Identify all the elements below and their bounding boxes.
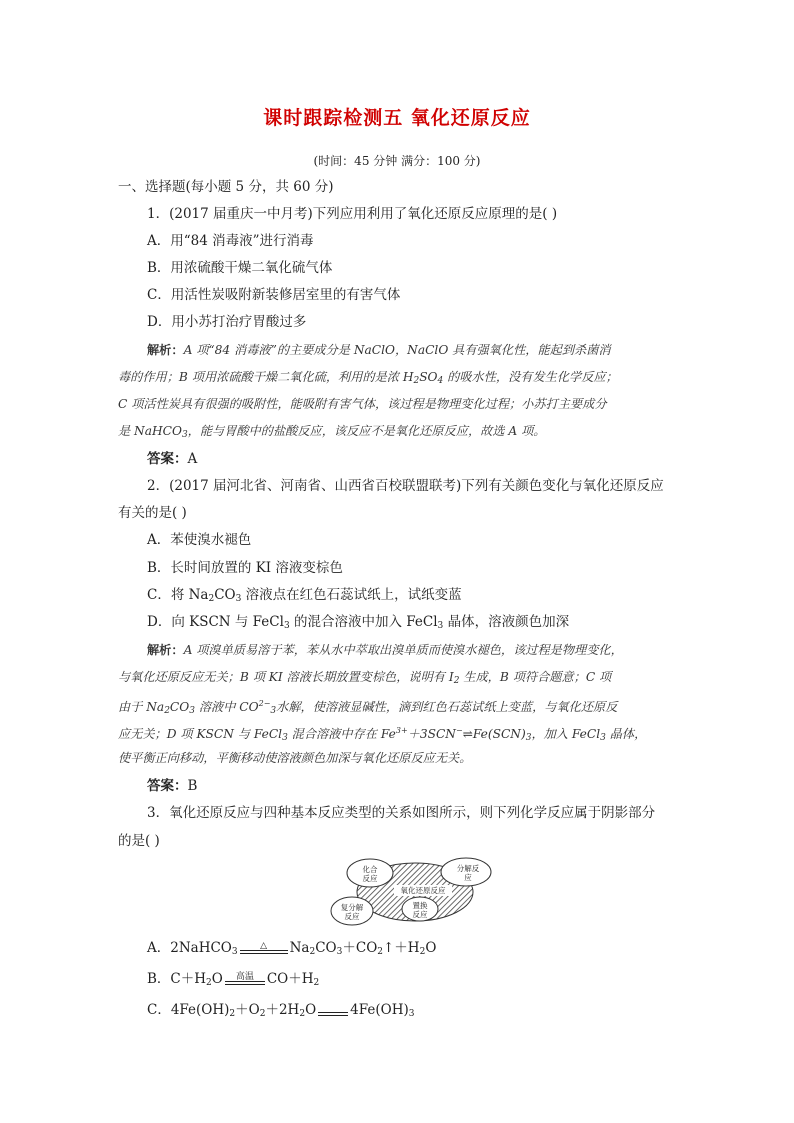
equals-sign: [318, 1004, 348, 1018]
q2-exp-text: A 项溴单质易溶于苯，苯从水中萃取出溴单质而使溴水褪色，该过程是物理变化，: [183, 643, 623, 657]
q3-c-sub: 2: [299, 1009, 306, 1019]
q3-a-text: A．2NaHCO: [147, 940, 232, 956]
high-temp-condition-equals: [225, 973, 265, 987]
q2-exp-text: 生成，B 项符合题意；C 项: [459, 670, 612, 684]
q2-answer: [147, 776, 197, 796]
q2-exp-text: ⇌Fe(SCN): [462, 727, 526, 741]
q2-stem-line1: 2．(2017 届河北省、河南省、山西省百校联盟联考)下列有关颜色变化与氧化还原反应: [147, 478, 664, 494]
q2-exp-sup: 2−: [258, 699, 271, 708]
q2-exp-sub: 3: [282, 733, 288, 743]
q2-d-text: D．向 KSCN 与 FeCl: [147, 614, 284, 630]
q1-answer: [147, 449, 197, 469]
q2-exp-text: 混合溶液中存在 Fe: [287, 727, 396, 741]
q1-exp-sub: 2: [413, 376, 420, 386]
q2-option-b: B．长时间放置的 KI 溶液变棕色: [147, 560, 343, 576]
q2-c-sub: 3: [235, 594, 242, 604]
q1-answer-label: 答案：: [147, 451, 188, 467]
q2-exp-text: 晶体，: [605, 727, 647, 741]
q2-explanation-line5: 使平衡正向移动，平衡移动使溶液颜色加深与氧化还原反应无关。: [118, 751, 472, 765]
q3-c-sub: 2: [229, 1009, 236, 1019]
heat-symbol: △: [260, 940, 268, 951]
q2-d-sub: 3: [283, 621, 290, 631]
q2-d-text: 晶体，溶液颜色加深: [443, 614, 570, 630]
q1-explanation-label: 解析：: [147, 343, 184, 357]
q2-exp-sup: −: [455, 726, 463, 735]
q3-b-text: B．C＋H: [147, 971, 207, 987]
q3-a-sub: 3: [336, 947, 343, 957]
q2-d-sub: 3: [437, 621, 444, 631]
q1-exp-text: ，能与胃酸中的盐酸反应，该反应不是氧化还原反应，故选 A 项。: [187, 424, 546, 438]
q1-stem: 1．(2017 届重庆一中月考)下列应用利用了氧化还原反应原理的是( ): [147, 206, 558, 222]
q3-c-text: ＋O: [235, 1002, 260, 1018]
q2-exp-text: CO: [169, 700, 190, 714]
q1-explanation-line3: C 项活性炭具有很强的吸附性，能吸附有害气体，该过程是物理变化过程；小苏打主要成分: [118, 397, 607, 411]
q3-a-sub: 3: [231, 947, 238, 957]
heat-condition-equals: [240, 942, 288, 956]
q3-a-text: ↑＋H: [383, 940, 420, 956]
q2-exp-sub: 3: [600, 733, 606, 743]
q1-exp-text: 是 NaHCO: [118, 424, 182, 438]
redox-label: 氧化还原反应: [400, 886, 446, 895]
q2-option-a: A．苯使溴水褪色: [147, 532, 252, 548]
q2-c-sub: 2: [208, 594, 215, 604]
q3-a-text: CO: [315, 940, 337, 956]
high-temp-label: 高温: [235, 971, 254, 982]
q2-exp-sup: 3+: [395, 726, 408, 735]
q3-a-text: O: [425, 940, 437, 956]
page-title: 课时跟踪检测五 氧化还原反应: [263, 107, 531, 129]
q3-a-sub: 2: [377, 947, 383, 957]
q1-explanation-line1: [147, 340, 611, 360]
combination-label-1: 化合: [362, 865, 378, 874]
displacement-label-2: 反应: [412, 910, 428, 919]
q2-exp-sub: 3: [270, 706, 277, 716]
q2-answer-value: B: [187, 778, 198, 794]
q2-c-text: CO: [214, 587, 236, 603]
q2-exp-text: 溶液中 CO: [194, 700, 259, 714]
q2-c-text: 溶液点在红色石蕊试纸上，试纸变蓝: [241, 587, 462, 603]
q2-exp-text: 由于 Na: [118, 700, 165, 714]
q3-a-text: Na: [289, 940, 310, 956]
q2-explanation-line2: [118, 667, 611, 691]
q1-explanation-line2: [118, 367, 618, 391]
q3-option-c: [147, 1000, 414, 1024]
q3-c-text: O: [305, 1002, 317, 1018]
q1-exp-text: 毒的作用；B 项用浓硫酸干燥二氧化硫，利用的是浓 H: [118, 370, 414, 384]
q1-exp-sub: 3: [181, 430, 188, 440]
q2-exp-sub: 2: [164, 706, 170, 716]
q2-exp-sub: 3: [525, 733, 532, 743]
q1-exp-text: A 项“84 消毒液”的主要成分是 NaClO，NaClO 具有强氧化性，能起到杀菌消: [183, 343, 611, 357]
q1-option-c: C．用活性炭吸附新装修居室里的有害气体: [147, 287, 401, 303]
q2-exp-text: 水解，使溶液显碱性，滴到红色石蕊试纸上变蓝，与氧化还原反: [276, 700, 618, 714]
q1-option-d: D．用小苏打治疗胃酸过多: [147, 314, 307, 330]
reaction-relationship-diagram: [318, 856, 504, 930]
q1-exp-text: SO: [419, 370, 438, 384]
q3-a-text: ＋CO: [342, 940, 378, 956]
q3-a-sub: 2: [309, 947, 316, 957]
q1-option-a: A．用“84 消毒液”进行消毒: [147, 233, 314, 249]
q1-exp-text: 的吸水性，没有发生化学反应；: [443, 370, 618, 384]
q1-explanation-line4: [118, 421, 545, 445]
q1-exp-sub: 4: [437, 376, 444, 386]
q1-option-b: B．用浓硫酸干燥二氧化硫气体: [147, 260, 333, 276]
q2-option-d: [147, 612, 569, 636]
q3-b-text: CO＋H: [266, 971, 314, 987]
q2-explanation-line3: [118, 694, 617, 721]
q3-option-b: [147, 969, 319, 993]
q2-c-text: C．将 Na: [147, 587, 209, 603]
q2-explanation-line1: [147, 640, 623, 660]
q2-exp-text: ＋3SCN: [407, 727, 456, 741]
decomposition-label-2: 应: [464, 873, 472, 882]
q2-explanation-label: 解析：: [147, 643, 184, 657]
q3-b-sub: 2: [313, 978, 320, 988]
q3-c-text: 4Fe(OH): [350, 1002, 409, 1018]
double-decomposition-label-1: 复分解: [340, 903, 364, 912]
decomposition-label-1: 分解反: [456, 864, 480, 873]
time-score-info: (时间：45 分钟 满分：100 分): [313, 154, 481, 168]
q2-answer-label: 答案：: [147, 778, 188, 794]
q3-stem-line2: 的是( ): [118, 833, 160, 849]
q3-c-text: C．4Fe(OH): [147, 1002, 230, 1018]
combination-label-2: 反应: [362, 874, 378, 883]
q3-a-sub: 2: [419, 947, 426, 957]
q3-c-text: ＋2H: [265, 1002, 300, 1018]
q2-exp-text: 应无关；D 项 KSCN 与 FeCl: [118, 727, 283, 741]
q1-answer-value: A: [187, 451, 198, 467]
q3-c-sub: 2: [259, 1009, 266, 1019]
q2-exp-sub: 3: [189, 706, 195, 716]
q3-c-sub: 3: [408, 1009, 415, 1019]
q2-exp-text: ，加入 FeCl: [531, 727, 601, 741]
q2-option-c: [147, 585, 462, 609]
q2-d-text: 的混合溶液中加入 FeCl: [289, 614, 438, 630]
displacement-label-1: 置换: [412, 901, 428, 910]
q2-exp-sub: 2: [453, 676, 460, 686]
q2-exp-text: 与氧化还原反应无关；B 项 KI 溶液长期放置变棕色，说明有 I: [118, 670, 454, 684]
q2-explanation-line4: [118, 721, 646, 748]
q3-option-a: [147, 938, 436, 962]
q2-stem-line2: 有关的是( ): [118, 505, 187, 521]
q3-b-text: O: [211, 971, 223, 987]
section-heading: 一、选择题(每小题 5 分，共 60 分): [118, 179, 334, 195]
q3-stem-line1: 3．氧化还原反应与四种基本反应类型的关系如图所示，则下列化学反应属于阴影部分: [147, 805, 656, 821]
double-decomposition-label-2: 反应: [344, 912, 360, 921]
q3-b-sub: 2: [206, 978, 212, 988]
